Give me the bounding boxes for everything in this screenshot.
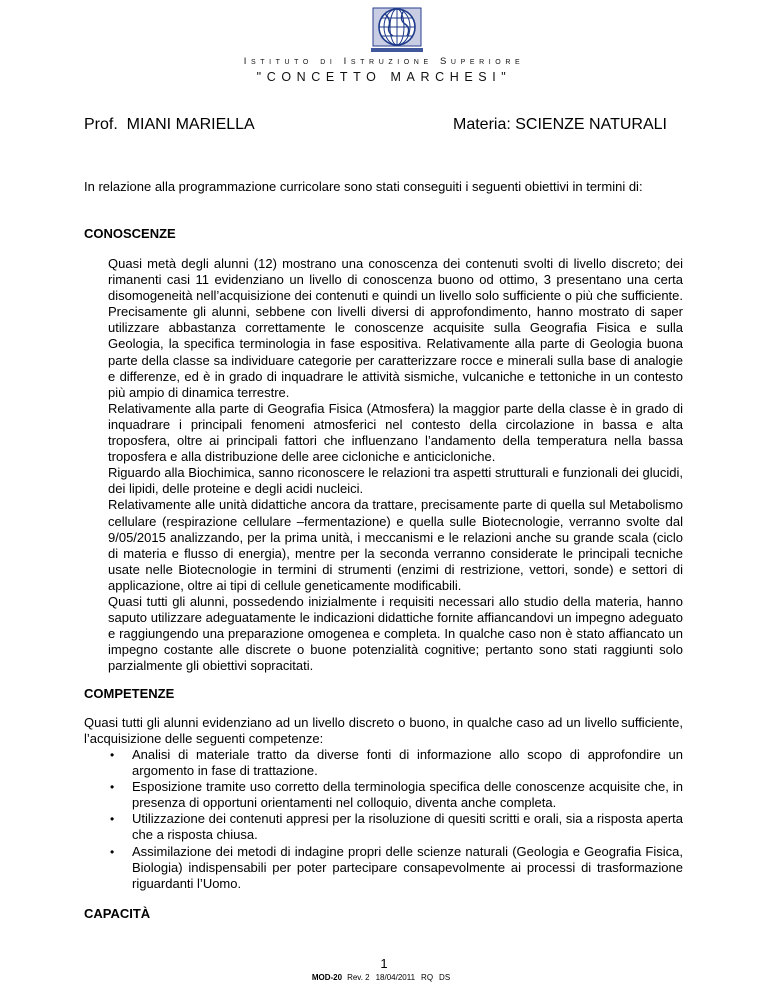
conoscenze-paragraph: Relativamente alle unità didattiche ancora da trattare, precisamente parte di quella sul Metabolismo cellulare (respirazione cellulare –fermentazione) e quella sulle Biotecnologie, verranno svolte dal 9/05/2015 analizzando, per la prima unità, i meccanismi e le relazioni anche su grande scala (ciclo di materia e flusso di energia), mentre per la seconda verranno considerate le principali tecniche usate nelle Biotecnologie in termini di strumenti (enzimi di restrizione, vettori, sonde) e settori di applicazione, oltre ai tipi di cellule geneticamente modificabili. bbox=[108, 497, 683, 593]
document-footer bbox=[0, 973, 768, 982]
bullet-icon: • bbox=[110, 844, 115, 859]
conoscenze-paragraph: Quasi metà degli alunni (12) mostrano una conoscenza dei contenuti svolti di livello discreto; dei rimanenti casi 11 evidenziano un livello di conoscenza buono od ottimo, 3 presentano una certa disomogeneità nell’acquisizione dei contenuti e quindi un livello solo sufficiente o più che sufficiente. Precisamente gli alunni, sebbene con livelli diversi di approfondimento, hanno mostrato di saper utilizzare abbastanza correttamente le conoscenze acquisite sulla Geografia Fisica e sulla Geologia, la specifica terminologia in fase espositiva. Relativamente alla parte di Geologia buona parte della classe sa individuare categorie per caratterizzare rocce e minerali sulla base di analogie e differenze, ed è in grado di inquadrare le attività sismiche, vulcaniche e tettoniche in un contesto più ampio di dinamica terrestre. bbox=[108, 256, 683, 400]
competenze-list bbox=[108, 747, 683, 892]
list-item-text: Assimilazione dei metodi di indagine propri delle scienze naturali (Geologia e Geografia Fisica, Biologia) indispensabili per poter partecipare consapevolmente ai processi di trasformazione riguardanti l’Uomo. bbox=[132, 843, 683, 891]
subject-name: Materia: SCIENZE NATURALI bbox=[453, 116, 667, 133]
bullet-icon: • bbox=[110, 812, 115, 827]
institute-subtitle: "CONCETTO MARCHESI" bbox=[256, 70, 512, 84]
list-item-text: Utilizzazione dei contenuti appresi per la risoluzione di quesiti scritti e orali, sia a risposta aperta che a risposta chiusa. bbox=[132, 811, 683, 843]
section-heading-competenze: COMPETENZE bbox=[84, 686, 175, 701]
list-item bbox=[108, 844, 683, 892]
list-item-text: Esposizione tramite uso corretto della terminologia specifica delle conoscenze acquisite che, in presenza di opportuni orientamenti nel colloquio, diventa anche completa. bbox=[132, 779, 683, 811]
section-heading-conoscenze: CONOSCENZE bbox=[84, 226, 176, 241]
intro-text: In relazione alla programmazione curricolare sono stati conseguiti i seguenti obiettivi in termini di: bbox=[84, 179, 643, 194]
list-item-text: Analisi di materiale tratto da diverse fonti di informazione allo scopo di approfondire un argomento in fase di trattazione. bbox=[132, 747, 683, 779]
competenze-intro: Quasi tutti gli alunni evidenziano ad un livello discreto o buono, in qualche caso ad un livello sufficiente, l’acquisizione delle seguenti competenze: bbox=[84, 715, 683, 747]
conoscenze-paragraph: Riguardo alla Biochimica, sanno riconoscere le relazioni tra aspetti strutturali e funzionali dei glucidi, dei lipidi, delle proteine e degli acidi nucleici. bbox=[108, 465, 683, 497]
globe-logo-icon bbox=[367, 4, 427, 56]
revision-date: 18/04/2011 bbox=[375, 973, 416, 982]
teacher-name: Prof. MIANI MARIELLA bbox=[84, 116, 255, 133]
section-heading-capacita: CAPACITÀ bbox=[84, 906, 151, 921]
page-number: 1 bbox=[380, 956, 388, 971]
list-item bbox=[108, 747, 683, 779]
conoscenze-body bbox=[108, 256, 683, 674]
conoscenze-paragraph: Quasi tutti gli alunni, possedendo inizialmente i requisiti necessari allo studio della materia, hanno saputo utilizzare adeguatamente le indicazioni didattiche fornite affiancandovi un impegno adeguato e raggiungendo una preparazione omogenea e completa. In qualche caso non è stato affiancato un impegno costante alle discrete o buone potenzialità cognitive; pertanto sono stati raggiunti solo parzialmente gli obiettivi sopracitati. bbox=[108, 593, 683, 674]
list-item bbox=[108, 779, 683, 811]
ds-label: DS bbox=[439, 973, 451, 982]
bullet-icon: • bbox=[110, 748, 115, 762]
institute-name: Istituto di Istruzione Superiore bbox=[243, 56, 525, 67]
bullet-icon: • bbox=[110, 780, 115, 795]
list-item bbox=[108, 811, 683, 843]
revision: Rev. 2 bbox=[347, 973, 370, 982]
doc-code: MOD-20 bbox=[311, 973, 343, 982]
rq-label: RQ bbox=[421, 973, 434, 982]
conoscenze-paragraph: Relativamente alla parte di Geografia Fisica (Atmosfera) la maggior parte della classe è in grado di inquadrare i principali fenomeni atmosferici nel contesto della circolazione in bassa e alta troposfera, oltre ai principali fattori che influenzano l’andamento della temperatura nella bassa troposfera e alla distribuzione delle aree cicloniche e anticicloniche. bbox=[108, 400, 683, 465]
